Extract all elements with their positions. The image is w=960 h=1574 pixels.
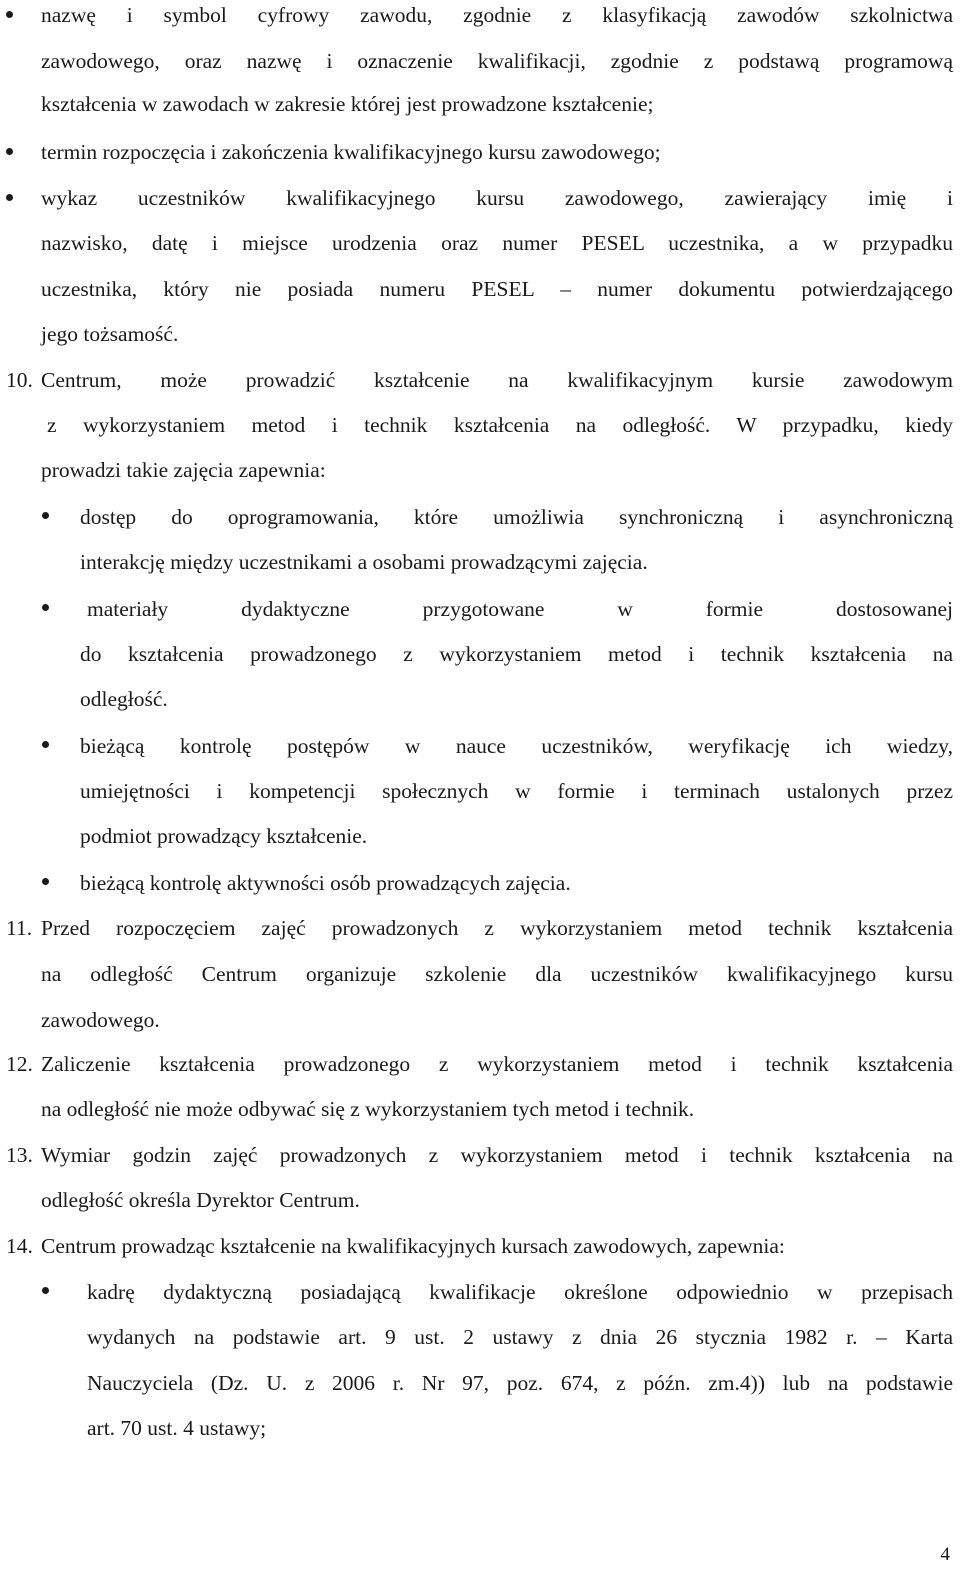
paragraph-line: na odległość nie może odbywać się z wykorzystaniem tych metod i technik. (41, 1097, 695, 1121)
section-number: 10. (6, 368, 33, 392)
page-number: 4 (940, 1544, 950, 1565)
list-item-line: wykaz uczestników kwalifikacyjnego kursu zawodowego, zawierający imię i (41, 186, 953, 210)
paragraph-line: Zaliczenie kształcenia prowadzonego z wykorzystaniem metod i technik kształcenia (41, 1052, 953, 1076)
list-item-line: kształcenia w zawodach w zakresie której jest prowadzone kształcenie; (41, 92, 654, 116)
bullet-icon (6, 194, 13, 201)
list-item-line: do kształcenia prowadzonego z wykorzystaniem metod i technik kształcenia na (80, 642, 953, 666)
list-item-line: jego tożsamość. (41, 322, 179, 346)
bullet-icon (42, 741, 49, 748)
paragraph-line: Przed rozpoczęciem zajęć prowadzonych z wykorzystaniem metod technik kształcenia (41, 916, 953, 940)
section-number: 13. (6, 1143, 33, 1167)
paragraph-line: prowadzi takie zajęcia zapewnia: (41, 458, 326, 482)
list-item-line: kadrę dydaktyczną posiadającą kwalifikacje określone odpowiednio w przepisach (87, 1280, 953, 1304)
section-number: 14. (6, 1234, 33, 1258)
list-item-line: materiały dydaktyczne przygotowane w formie dostosowanej (87, 597, 953, 621)
bullet-icon (42, 878, 49, 885)
bullet-icon (42, 512, 49, 519)
list-item-line: nazwisko, datę i miejsce urodzenia oraz numer PESEL uczestnika, a w przypadku (41, 231, 953, 255)
paragraph-line: z wykorzystaniem metod i technik kształcenia na odległość. W przypadku, kiedy (47, 413, 953, 437)
list-item-line: interakcję między uczestnikami a osobami prowadzącymi zajęcia. (80, 550, 648, 574)
section-number: 12. (6, 1052, 33, 1076)
list-item-line: odległość. (80, 687, 168, 711)
list-item-line: bieżącą kontrolę aktywności osób prowadzących zajęcia. (80, 871, 571, 895)
paragraph-line: odległość określa Dyrektor Centrum. (41, 1188, 360, 1212)
paragraph-line: zawodowego. (41, 1008, 160, 1032)
paragraph-line: Centrum prowadząc kształcenie na kwalifikacyjnych kursach zawodowych, zapewnia: (41, 1234, 785, 1258)
paragraph-line: Centrum, może prowadzić kształcenie na kwalifikacyjnym kursie zawodowym (41, 368, 953, 392)
bullet-icon (6, 148, 13, 155)
bullet-icon (6, 11, 13, 18)
list-item-line: wydanych na podstawie art. 9 ust. 2 ustawy z dnia 26 stycznia 1982 r. – Karta (87, 1325, 953, 1349)
section-number: 11. (6, 916, 33, 940)
list-item-line: uczestnika, który nie posiada numeru PESEL – numer dokumentu potwierdzającego (41, 277, 953, 301)
paragraph-line: na odległość Centrum organizuje szkolenie dla uczestników kwalifikacyjnego kursu (41, 962, 953, 986)
paragraph-line: Wymiar godzin zajęć prowadzonych z wykorzystaniem metod i technik kształcenia na (41, 1143, 953, 1167)
list-item-line: podmiot prowadzący kształcenie. (80, 824, 368, 848)
list-item-line: nazwę i symbol cyfrowy zawodu, zgodnie z klasyfikacją zawodów szkolnictwa (41, 3, 953, 27)
list-item-line: bieżącą kontrolę postępów w nauce uczestników, weryfikację ich wiedzy, (80, 734, 953, 758)
bullet-icon (42, 604, 49, 611)
list-item-line: termin rozpoczęcia i zakończenia kwalifikacyjnego kursu zawodowego; (41, 140, 661, 164)
bullet-icon (42, 1287, 49, 1294)
list-item-line: umiejętności i kompetencji społecznych w formie i terminach ustalonych przez (80, 779, 953, 803)
list-item-line: Nauczyciela (Dz. U. z 2006 r. Nr 97, poz. 674, z późn. zm.4)) lub na podstawie (87, 1371, 953, 1395)
list-item-line: zawodowego, oraz nazwę i oznaczenie kwalifikacji, zgodnie z podstawą programową (41, 49, 953, 73)
list-item-line: art. 70 ust. 4 ustawy; (87, 1416, 267, 1440)
list-item-line: dostęp do oprogramowania, które umożliwia synchroniczną i asynchroniczną (80, 505, 953, 529)
